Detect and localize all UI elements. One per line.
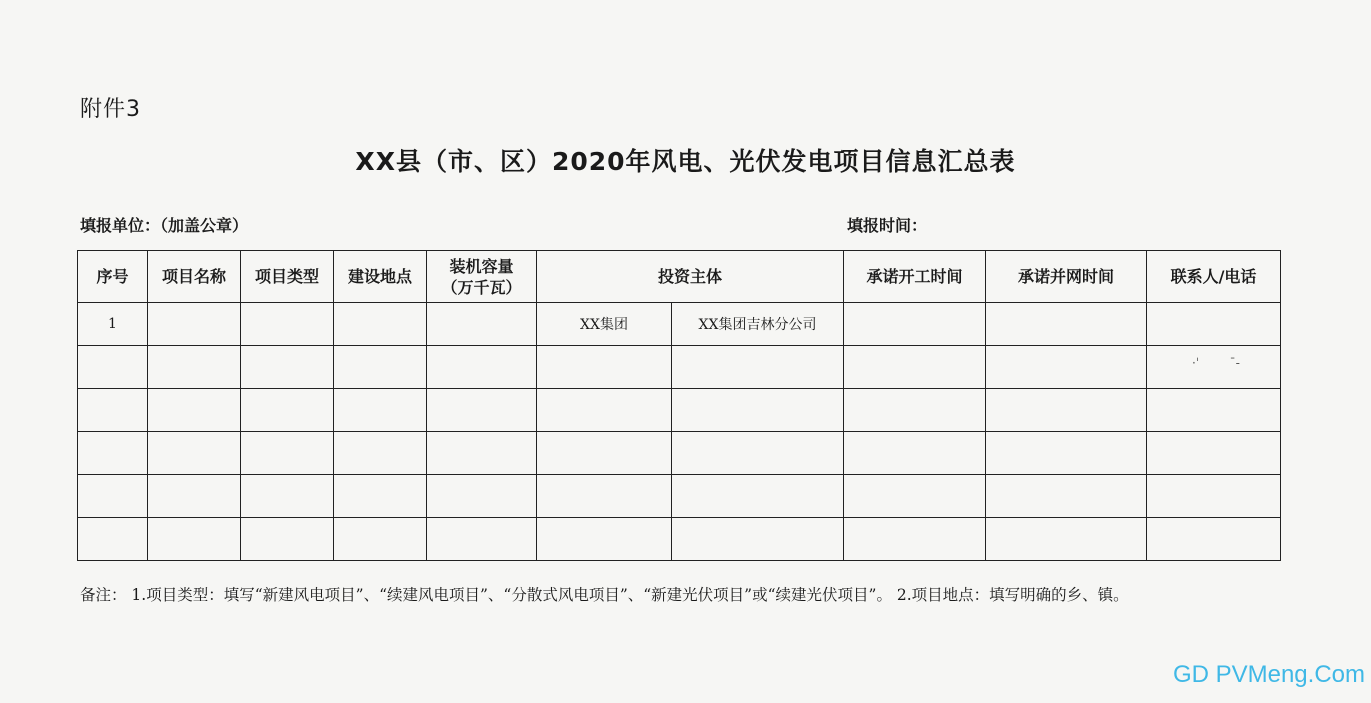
cell-grid-time[interactable] xyxy=(986,432,1147,475)
cell-capacity[interactable] xyxy=(427,346,537,389)
cell-investor-b[interactable] xyxy=(672,389,844,432)
cell-seq[interactable] xyxy=(78,346,148,389)
footnote-remarks: 备注： 1.项目类型：填写“新建风电项目”、“续建风电项目”、“分散式风电项目”、“新建光伏项目”或“续建光伏项目”。 2.项目地点：填写明确的乡、镇。 xyxy=(80,586,1129,604)
cell-project-name[interactable] xyxy=(148,346,241,389)
cell-contact[interactable] xyxy=(1147,389,1281,432)
table-row xyxy=(78,475,1281,518)
cell-project-name[interactable] xyxy=(148,518,241,561)
site-watermark: GD PVMeng.Com xyxy=(1172,661,1365,688)
reporting-time-label: 填报时间： xyxy=(847,216,928,235)
attachment-label: 附件3 xyxy=(80,97,141,122)
header-seq: 序号 xyxy=(78,251,148,303)
cell-project-type[interactable] xyxy=(241,346,334,389)
cell-investor-a[interactable] xyxy=(537,432,672,475)
header-project-name: 项目名称 xyxy=(148,251,241,303)
scan-smudge-mark: ·ˈ ˉ- xyxy=(1192,356,1240,370)
cell-grid-time[interactable] xyxy=(986,346,1147,389)
cell-project-name[interactable] xyxy=(148,475,241,518)
header-project-type: 项目类型 xyxy=(241,251,334,303)
cell-capacity[interactable] xyxy=(427,518,537,561)
cell-start-time[interactable] xyxy=(844,346,986,389)
cell-contact[interactable] xyxy=(1147,518,1281,561)
document-title: XX县（市、区）2020年风电、光伏发电项目信息汇总表 xyxy=(355,147,1016,176)
header-start-time: 承诺开工时间 xyxy=(844,251,986,303)
header-capacity-line2: （万千瓦） xyxy=(441,277,522,297)
cell-location[interactable] xyxy=(334,518,427,561)
cell-start-time[interactable] xyxy=(844,389,986,432)
cell-seq[interactable] xyxy=(78,389,148,432)
cell-seq[interactable] xyxy=(78,518,148,561)
cell-investor-a[interactable] xyxy=(537,346,672,389)
cell-contact[interactable] xyxy=(1147,432,1281,475)
header-contact: 联系人/电话 xyxy=(1147,251,1281,303)
cell-grid-time[interactable] xyxy=(986,389,1147,432)
cell-seq: 1 xyxy=(78,303,148,346)
header-investor: 投资主体 xyxy=(537,251,844,303)
cell-capacity[interactable] xyxy=(427,475,537,518)
cell-start-time[interactable] xyxy=(844,475,986,518)
cell-investor-b[interactable] xyxy=(672,432,844,475)
cell-project-type[interactable] xyxy=(241,518,334,561)
cell-investor-b[interactable] xyxy=(672,346,844,389)
cell-contact[interactable] xyxy=(1147,303,1281,346)
cell-project-type[interactable] xyxy=(241,303,334,346)
cell-project-name[interactable] xyxy=(148,389,241,432)
cell-project-name[interactable] xyxy=(148,432,241,475)
cell-grid-time[interactable] xyxy=(986,518,1147,561)
table-row xyxy=(78,346,1281,389)
cell-capacity[interactable] xyxy=(427,303,537,346)
cell-grid-time[interactable] xyxy=(986,475,1147,518)
cell-seq[interactable] xyxy=(78,432,148,475)
cell-project-type[interactable] xyxy=(241,389,334,432)
cell-project-name[interactable] xyxy=(148,303,241,346)
cell-investor-a[interactable] xyxy=(537,518,672,561)
cell-project-type[interactable] xyxy=(241,475,334,518)
reporting-unit-label: 填报单位：（加盖公章） xyxy=(80,216,249,235)
cell-grid-time[interactable] xyxy=(986,303,1147,346)
cell-investor-b[interactable] xyxy=(672,518,844,561)
cell-project-type[interactable] xyxy=(241,432,334,475)
table-row xyxy=(78,518,1281,561)
cell-capacity[interactable] xyxy=(427,432,537,475)
cell-capacity[interactable] xyxy=(427,389,537,432)
header-capacity xyxy=(427,251,537,303)
cell-start-time[interactable] xyxy=(844,432,986,475)
header-grid-time: 承诺并网时间 xyxy=(986,251,1147,303)
table-header-row xyxy=(78,251,1281,303)
cell-seq[interactable] xyxy=(78,475,148,518)
cell-investor-a: XX集团 xyxy=(537,303,672,346)
table-row xyxy=(78,303,1281,346)
cell-start-time[interactable] xyxy=(844,518,986,561)
cell-contact[interactable] xyxy=(1147,475,1281,518)
cell-location[interactable] xyxy=(334,389,427,432)
cell-location[interactable] xyxy=(334,346,427,389)
cell-investor-a[interactable] xyxy=(537,389,672,432)
cell-investor-a[interactable] xyxy=(537,475,672,518)
header-location: 建设地点 xyxy=(334,251,427,303)
table-row xyxy=(78,432,1281,475)
cell-investor-b: XX集团吉林分公司 xyxy=(672,303,844,346)
cell-investor-b[interactable] xyxy=(672,475,844,518)
header-capacity-line1: 装机容量 xyxy=(449,256,514,276)
project-summary-table xyxy=(77,250,1281,561)
table-row xyxy=(78,389,1281,432)
cell-location[interactable] xyxy=(334,432,427,475)
cell-start-time[interactable] xyxy=(844,303,986,346)
cell-location[interactable] xyxy=(334,303,427,346)
cell-location[interactable] xyxy=(334,475,427,518)
